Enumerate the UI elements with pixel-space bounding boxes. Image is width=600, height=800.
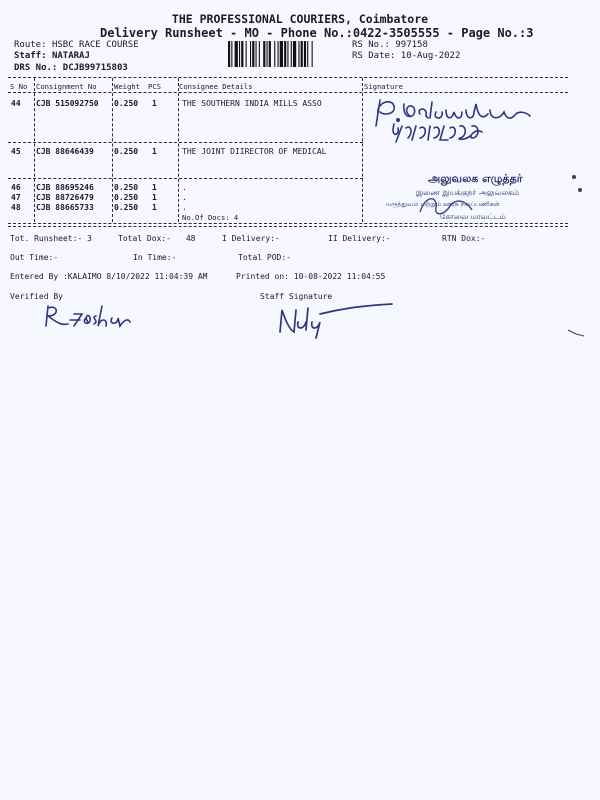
- row-sno: 46: [11, 183, 21, 192]
- rs-no-value: 997158: [395, 40, 428, 50]
- row-sno: 45: [11, 147, 21, 156]
- rs-date-line: [352, 51, 460, 61]
- row-details: .: [182, 183, 187, 192]
- col-divider: [34, 78, 35, 222]
- row-pcs: 1: [152, 203, 157, 212]
- row-details: .: [182, 203, 187, 212]
- row-weight: 0.250: [114, 183, 139, 192]
- row-separator: [8, 178, 363, 179]
- row-consignment: CJB 88726479: [36, 193, 94, 202]
- margin-tick-icon: [566, 328, 586, 338]
- rs-date-label: RS Date:: [352, 51, 396, 61]
- verified-by-signature: [40, 300, 140, 332]
- row-sno: 48: [11, 203, 21, 212]
- tot-runsheet: Tot. Runsheet:- 3: [10, 234, 92, 243]
- staff-label: Staff:: [14, 51, 47, 61]
- row-pcs: 1: [152, 193, 157, 202]
- rs-no-label: RS No.:: [352, 40, 390, 50]
- row-pcs: 1: [152, 147, 157, 156]
- route-line: [14, 40, 139, 50]
- row-separator: [8, 142, 363, 143]
- out-time: Out Time:-: [10, 253, 59, 262]
- row-pcs: 1: [152, 99, 157, 108]
- row-weight: 0.250: [114, 203, 139, 212]
- runsheet-subtitle: Delivery Runsheet - MO - Phone No.:0422-3505555 - Page No.:3: [100, 26, 534, 40]
- row-pcs: 1: [152, 183, 157, 192]
- margin-mark-icon: [578, 188, 582, 192]
- row-consignment: CJB 88646439: [36, 147, 94, 156]
- col-divider: [362, 78, 363, 222]
- i-delivery: I Delivery:-: [222, 234, 280, 243]
- ii-delivery: II Delivery:-: [328, 234, 391, 243]
- rtn-dox: RTN Dox:-: [442, 234, 486, 243]
- verified-by-label: Verified By: [10, 292, 63, 301]
- staff-value: NATARAJ: [51, 51, 90, 61]
- total-dox-label: Total Dox:-: [118, 234, 171, 243]
- row-details: .: [182, 193, 187, 202]
- rs-no-line: [352, 40, 428, 50]
- row-consignment: CJB 88695246: [36, 183, 94, 192]
- drs-value: DCJB99715803: [62, 63, 128, 73]
- row-weight: 0.250: [114, 99, 139, 108]
- row-weight: 0.250: [114, 193, 139, 202]
- col-header-signature: Signature: [364, 82, 403, 91]
- col-header-consignee: Consignee Details: [179, 82, 253, 91]
- row-sno: 44: [11, 99, 21, 108]
- table-bottom-rule: [8, 226, 568, 227]
- stamp-line-4: கோவை மாவட்டம்: [440, 212, 506, 221]
- no-of-docs: No.Of Docs: 4: [182, 213, 239, 222]
- rs-date-value: 10-Aug-2022: [400, 51, 461, 61]
- route-label: Route:: [14, 40, 47, 50]
- col-header-sno: S No: [10, 82, 28, 91]
- row-details: THE JOINT DIIRECTOR OF MEDICAL: [182, 147, 327, 156]
- col-header-weight: Weight: [114, 82, 140, 91]
- staff-signature-scribble: [276, 300, 396, 340]
- total-dox: [118, 234, 195, 243]
- row-details: THE SOUTHERN INDIA MILLS ASSO: [182, 99, 322, 108]
- in-time: In Time:-: [133, 253, 177, 262]
- staff-signature-label: Staff Signature: [260, 292, 333, 301]
- entered-by: Entered By :KALAIMO 8/10/2022 11:04:39 AM: [10, 272, 208, 281]
- row-weight: 0.250: [114, 147, 139, 156]
- drs-label: DRS No.:: [14, 63, 58, 73]
- row-consignment: CJB 88665733: [36, 203, 94, 212]
- receiver-signature: [370, 92, 570, 152]
- total-pod: Total POD:-: [238, 253, 291, 262]
- company-title: THE PROFESSIONAL COURIERS, Coimbatore: [171, 12, 429, 26]
- col-header-consignment: Consignment No: [36, 82, 97, 91]
- col-divider: [112, 78, 113, 222]
- route-value: HSBC RACE COURSE: [51, 40, 139, 50]
- row-consignment: CJB 515092750: [36, 99, 99, 108]
- header-top-rule: [8, 77, 568, 78]
- row-sno: 47: [11, 193, 21, 202]
- margin-mark-icon: [572, 175, 576, 179]
- stamp-line-1: அலுவலக எழுத்தர்: [428, 172, 523, 185]
- staff-line: [14, 51, 90, 61]
- barcode-image: [228, 41, 348, 67]
- table-bottom-rule: [8, 223, 568, 224]
- drs-line: [14, 63, 128, 73]
- printed-on: Printed on: 10-08-2022 11:04:55: [236, 272, 386, 281]
- stamp-line-2: இணை இயக்குநர் அலுவலகம்: [416, 188, 519, 197]
- col-divider: [178, 78, 179, 222]
- col-header-pcs: PCS: [148, 82, 161, 91]
- stamp-line-3: மருத்துவம் மற்றும் ஊரக நலப்பணிகள்: [386, 200, 500, 208]
- total-dox-value: 48: [185, 234, 196, 243]
- stamp-scribble: [416, 190, 476, 220]
